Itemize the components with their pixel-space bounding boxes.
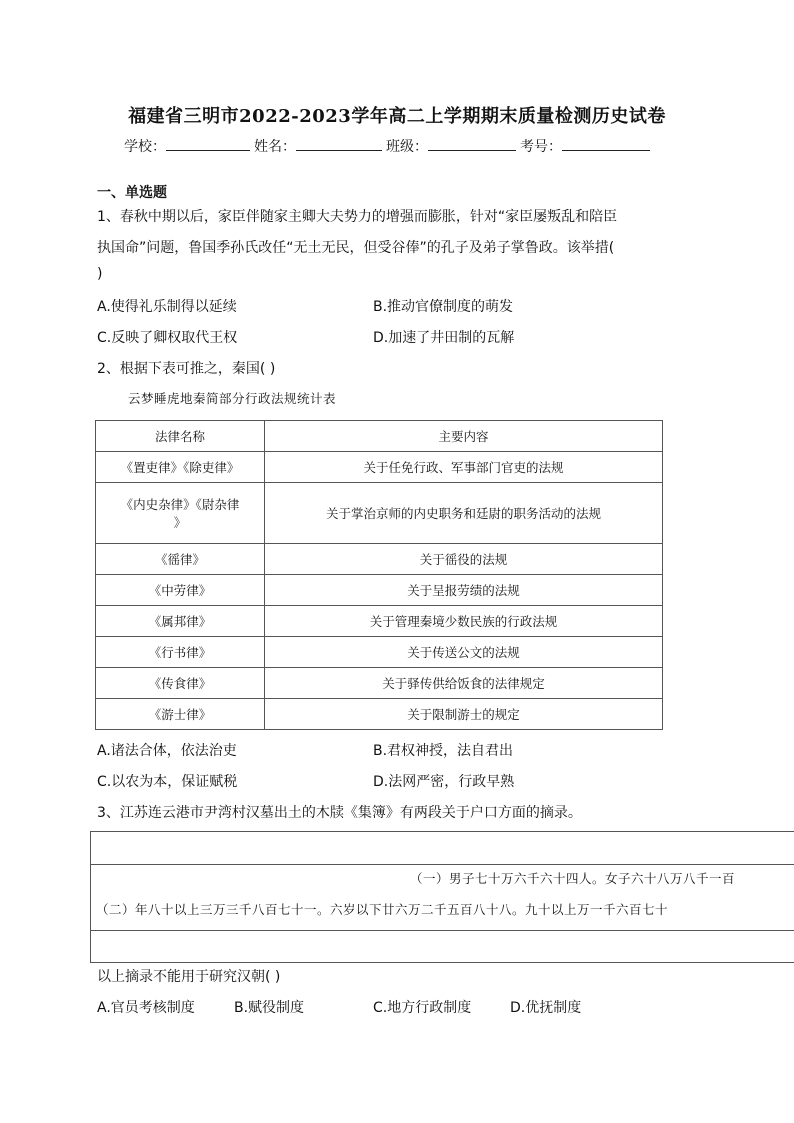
law-name-cell: 《徭律》 bbox=[96, 544, 265, 575]
section-heading: 一、单选题 bbox=[97, 185, 167, 201]
student-info-line bbox=[124, 136, 654, 156]
table-row bbox=[96, 544, 663, 575]
q1-stem-line3: ) bbox=[97, 266, 103, 282]
school-label: 学校： bbox=[124, 139, 166, 155]
table-divider bbox=[91, 930, 794, 931]
law-content-cell: 关于呈报劳绩的法规 bbox=[265, 575, 663, 606]
law-content-cell: 关于限制游士的规定 bbox=[265, 699, 663, 730]
table-row bbox=[96, 668, 663, 699]
law-name-cell: 《中劳律》 bbox=[96, 575, 265, 606]
table-row bbox=[96, 575, 663, 606]
q3-option-b[interactable]: B.赋役制度 bbox=[234, 1000, 305, 1016]
header-content: 主要内容 bbox=[265, 421, 663, 452]
name-label: 姓名： bbox=[254, 139, 296, 155]
q2-option-b[interactable]: B.君权神授，法自君出 bbox=[373, 743, 514, 759]
q2-stem: 2、根据下表可推之，秦国( ) bbox=[97, 361, 276, 377]
q3-stem: 3、江苏连云港市尹湾村汉墓出土的木牍《集簿》有两段关于户口方面的摘录。 bbox=[97, 805, 582, 821]
table-row bbox=[96, 699, 663, 730]
law-name-line2: 》 bbox=[173, 515, 187, 530]
law-content-cell: 关于掌治京师的内史职务和廷尉的职务活动的法规 bbox=[265, 483, 663, 544]
table-row bbox=[96, 606, 663, 637]
number-label: 考号： bbox=[520, 139, 562, 155]
table-row bbox=[96, 452, 663, 483]
q1-option-d[interactable]: D.加速了井田制的瓦解 bbox=[373, 330, 515, 346]
table-divider bbox=[91, 864, 794, 865]
table-row bbox=[96, 483, 663, 544]
class-field[interactable] bbox=[428, 136, 516, 151]
law-content-cell: 关于传送公文的法规 bbox=[265, 637, 663, 668]
law-name-line1: 《内史杂律》《尉杂律 bbox=[120, 497, 240, 512]
q1-stem-line2: 执国命”问题，鲁国季孙氏改任“无土无民，但受谷俸”的孔子及弟子掌鲁政。该举措( bbox=[97, 240, 615, 256]
q3-excerpt-2: （二）年八十以上三万三千八百七十一。六岁以下廿六万二千五百八十八。九十以上万一千六百七十 bbox=[96, 902, 669, 917]
q2-option-c[interactable]: C.以农为本，保证赋税 bbox=[97, 774, 238, 790]
law-table bbox=[95, 420, 663, 730]
school-field[interactable] bbox=[166, 136, 250, 151]
q2-option-d[interactable]: D.法网严密，行政早熟 bbox=[373, 774, 515, 790]
q3-option-d[interactable]: D.优抚制度 bbox=[510, 1000, 582, 1016]
q3-option-a[interactable]: A.官员考核制度 bbox=[97, 1000, 195, 1016]
law-name-cell: 《置吏律》《除吏律》 bbox=[96, 452, 265, 483]
q3-option-c[interactable]: C.地方行政制度 bbox=[373, 1000, 472, 1016]
number-field[interactable] bbox=[562, 136, 650, 151]
law-name-cell: 《属邦律》 bbox=[96, 606, 265, 637]
law-content-cell: 关于驿传供给饭食的法律规定 bbox=[265, 668, 663, 699]
table-header-row bbox=[96, 421, 663, 452]
q3-excerpt-table bbox=[90, 831, 794, 963]
table-row bbox=[96, 637, 663, 668]
q2-option-a[interactable]: A.诸法合体，依法治吏 bbox=[97, 743, 237, 759]
name-field[interactable] bbox=[296, 136, 382, 151]
law-content-cell: 关于管理秦境少数民族的行政法规 bbox=[265, 606, 663, 637]
law-content-cell: 关于任免行政、军事部门官吏的法规 bbox=[265, 452, 663, 483]
table-caption: 云梦睡虎地秦简部分行政法规统计表 bbox=[128, 391, 337, 406]
law-name-cell: 《游士律》 bbox=[96, 699, 265, 730]
law-name-cell: 《传食律》 bbox=[96, 668, 265, 699]
law-content-cell: 关于徭役的法规 bbox=[265, 544, 663, 575]
q1-option-b[interactable]: B.推动官僚制度的萌发 bbox=[373, 299, 514, 315]
q3-question: 以上摘录不能用于研究汉朝( ) bbox=[97, 969, 281, 985]
q1-option-a[interactable]: A.使得礼乐制得以延续 bbox=[97, 299, 237, 315]
law-name-cell bbox=[96, 483, 265, 544]
exam-title: 福建省三明市2022-2023学年高二上学期期末质量检测历史试卷 bbox=[128, 106, 666, 127]
header-law-name: 法律名称 bbox=[96, 421, 265, 452]
class-label: 班级： bbox=[386, 139, 428, 155]
law-name-cell: 《行书律》 bbox=[96, 637, 265, 668]
q1-option-c[interactable]: C.反映了卿权取代王权 bbox=[97, 330, 238, 346]
q1-stem-line1: 1、春秋中期以后，家臣伴随家主卿大夫势力的增强而膨胀，针对“家臣屡叛乱和陪臣 bbox=[97, 209, 618, 225]
q3-excerpt-1: （一）男子七十万六千六十四人。女子六十八万八千一百 bbox=[410, 871, 736, 886]
